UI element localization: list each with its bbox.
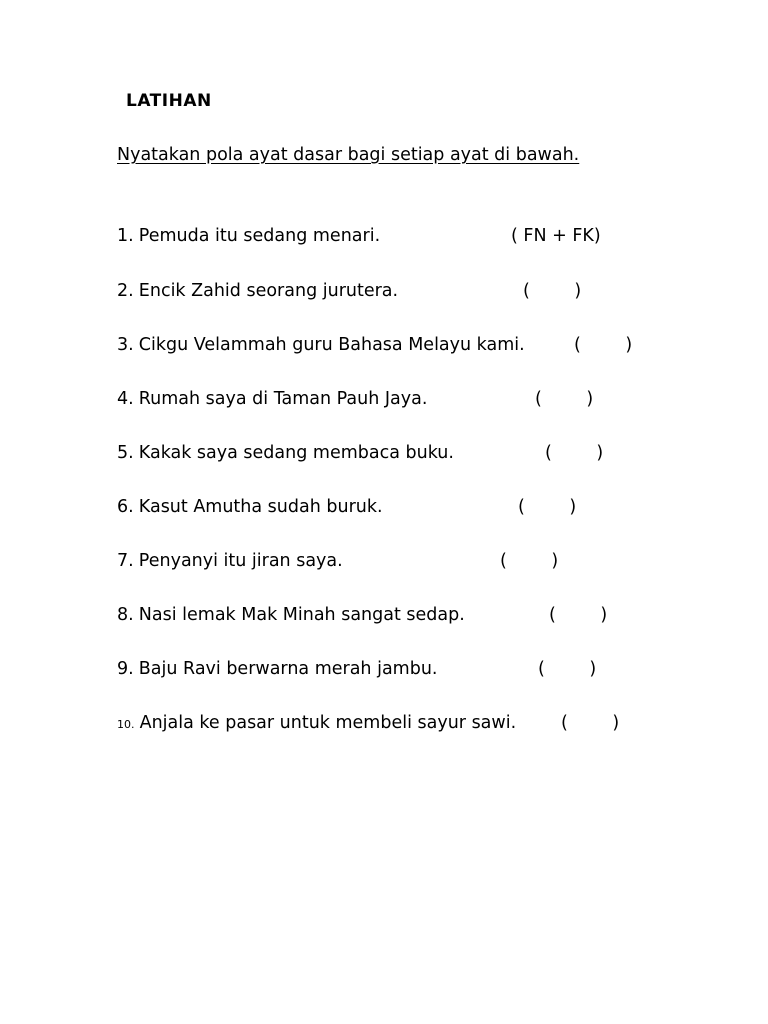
answer-blank: ( ) <box>518 497 577 517</box>
question-number: 10. <box>117 718 135 731</box>
answer-blank: ( ) <box>500 551 559 571</box>
question-item-1 <box>117 226 601 250</box>
question-item-9 <box>117 659 597 683</box>
question-item-3 <box>117 335 633 359</box>
question-number: 3. <box>117 335 134 355</box>
question-text: Penyanyi itu jiran saya. <box>138 551 343 571</box>
answer-blank: ( ) <box>545 443 604 463</box>
answer-blank: ( ) <box>561 713 620 733</box>
question-text: Rumah saya di Taman Pauh Jaya. <box>138 389 428 409</box>
answer-blank: ( FN + FK) <box>511 226 601 246</box>
question-item-10 <box>117 713 620 737</box>
answer-blank: ( ) <box>535 389 594 409</box>
question-item-2 <box>117 281 582 305</box>
question-text: Kakak saya sedang membaca buku. <box>138 443 454 463</box>
question-text: Anjala ke pasar untuk membeli sayur sawi. <box>139 713 517 733</box>
question-text: Pemuda itu sedang menari. <box>138 226 381 246</box>
answer-blank: ( ) <box>538 659 597 679</box>
question-text: Cikgu Velammah guru Bahasa Melayu kami. <box>138 335 525 355</box>
answer-blank: ( ) <box>549 605 608 625</box>
question-item-6 <box>117 497 577 521</box>
question-text: Encik Zahid seorang jurutera. <box>138 281 399 301</box>
question-number: 1. <box>117 226 134 246</box>
question-number: 5. <box>117 443 134 463</box>
answer-blank: ( ) <box>574 335 633 355</box>
question-item-8 <box>117 605 608 629</box>
question-text: Baju Ravi berwarna merah jambu. <box>138 659 438 679</box>
question-number: 4. <box>117 389 134 409</box>
question-number: 7. <box>117 551 134 571</box>
question-number: 8. <box>117 605 134 625</box>
question-number: 2. <box>117 281 134 301</box>
question-item-5 <box>117 443 604 467</box>
instruction-text: Nyatakan pola ayat dasar bagi setiap ayat di bawah. <box>117 145 580 165</box>
question-number: 9. <box>117 659 134 679</box>
answer-blank: ( ) <box>523 281 582 301</box>
question-text: Kasut Amutha sudah buruk. <box>138 497 383 517</box>
question-number: 6. <box>117 497 134 517</box>
question-item-7 <box>117 551 559 575</box>
question-item-4 <box>117 389 594 413</box>
question-text: Nasi lemak Mak Minah sangat sedap. <box>138 605 465 625</box>
page-title: LATIHAN <box>126 91 212 111</box>
